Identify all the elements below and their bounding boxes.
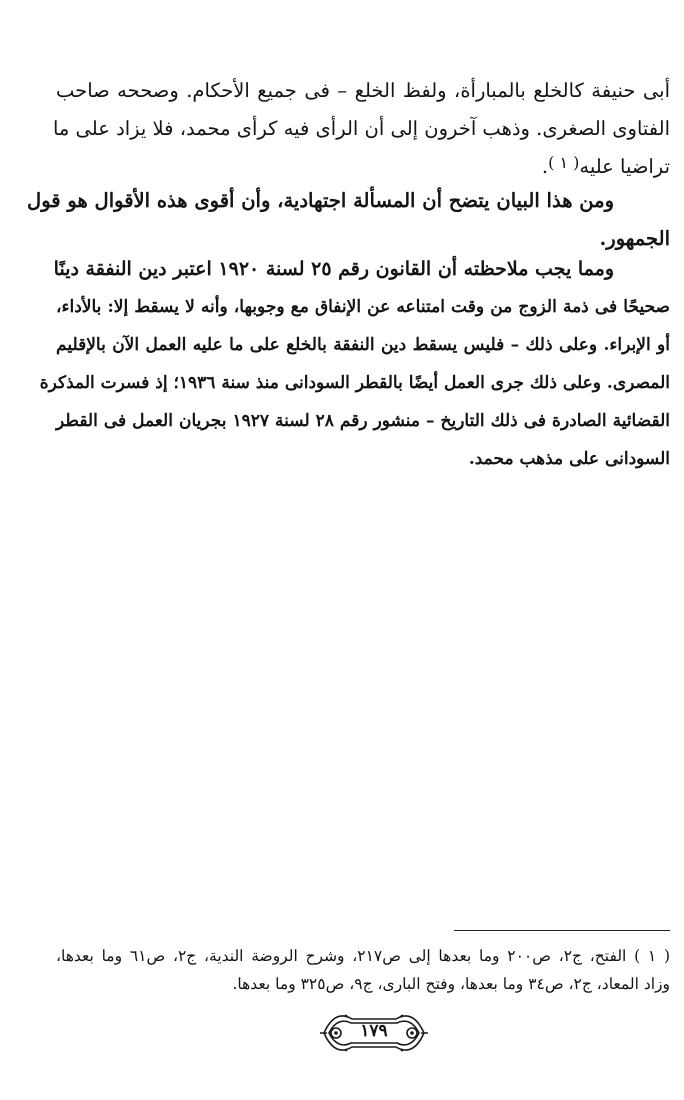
footnote xyxy=(56,942,670,998)
text-line: صحيحًا فى ذمة الزوج من وقت امتناعه عن الإنفاق مع وجوبها، وأنه لا يسقط إلا: بالأداء، xyxy=(56,297,670,317)
period: . xyxy=(541,155,549,178)
text-line: الفتاوى الصغرى. وذهب آخرون إلى أن الرأى فيه كرأى محمد، فلا يزاد على ما xyxy=(52,117,670,140)
paragraph-1 xyxy=(52,72,670,186)
text-line: ومن هذا البيان يتضح أن المسألة اجتهادية، وأن أقوى هذه الأقوال هو قول xyxy=(27,189,614,212)
text-line-content: تراضيا عليه xyxy=(579,155,670,178)
text-line: أو الإبراء. وعلى ذلك – فليس يسقط دين النفقة بالخلع على ما عليه العمل الآن بالإقليم xyxy=(56,335,670,355)
page-number-ornament xyxy=(318,1006,430,1060)
footnote-line: ( ١ ) الفتح، ج٢، ص٢٠٠ وما بعدها إلى ص٢١٧، وشرح الروضة الندية، ج٢، ص٦١ وما بعدها، xyxy=(56,947,670,965)
text-line: السودانى على مذهب محمد. xyxy=(468,449,670,469)
text-line: القضائية الصادرة فى ذلك التاريخ – منشور رقم ٢٨ لسنة ١٩٢٧ بجريان العمل فى القطر xyxy=(56,411,670,431)
text-line: أبى حنيفة كالخلع بالمبارأة، ولفظ الخلع – فى جميع الأحكام. وصححه صاحب xyxy=(56,79,670,102)
paragraph-2 xyxy=(27,182,670,258)
page-number: ١٧٩ xyxy=(360,1021,388,1041)
footnote-divider xyxy=(454,930,670,931)
text-line xyxy=(56,148,670,186)
footnote-reference: ( ١ ) xyxy=(548,153,580,172)
footnote-line: وزاد المعاد، ج٢، ص٣٤ وما بعدها، وفتح البارى، ج٩، ص٣٢٥ وما بعدها. xyxy=(232,975,670,993)
text-line: ومما يجب ملاحظته أن القانون رقم ٢٥ لسنة ١٩٢٠ اعتبر دين النفقة دينًا xyxy=(53,258,614,280)
text-line: الجمهور. xyxy=(599,227,670,250)
paragraph-3 xyxy=(39,250,670,478)
text-line: المصرى. وعلى ذلك جرى العمل أيضًا بالقطر السودانى منذ سنة ١٩٣٦؛ إذ فسرت المذكرة xyxy=(39,373,670,393)
